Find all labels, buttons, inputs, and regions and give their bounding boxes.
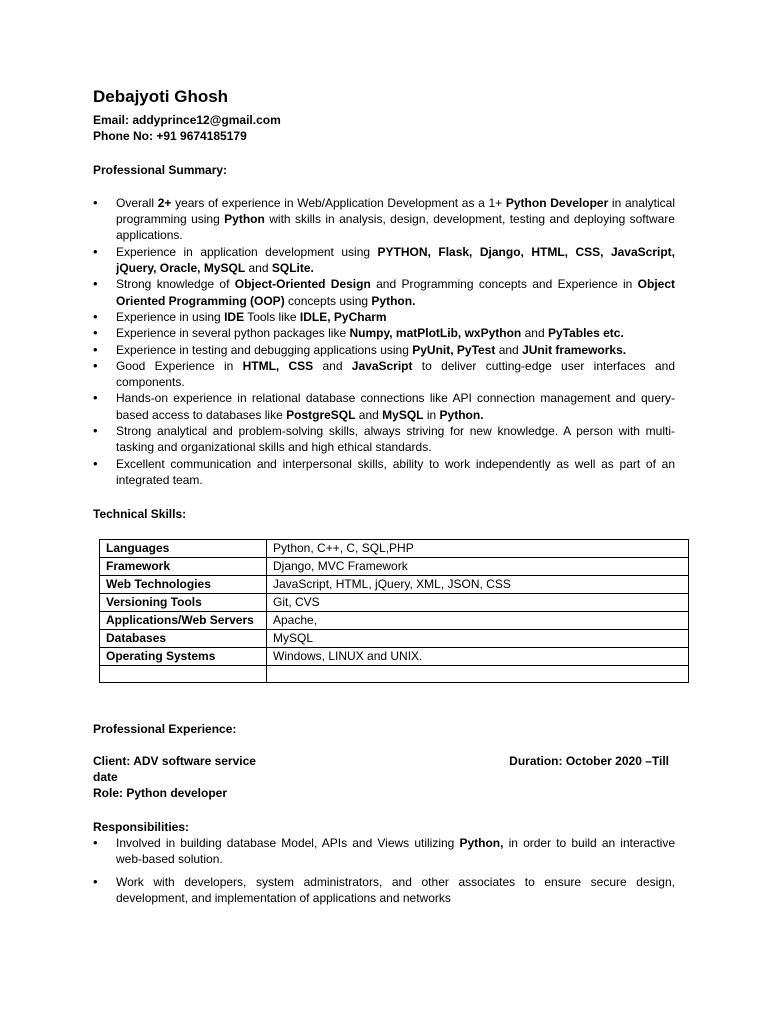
text: Work with developers, system administrators, and other associates to ensure secure design, development, and implementation of applications and networks [116,874,675,905]
text: and Programming concepts and Experience in [370,277,638,292]
responsibilities-list [93,835,675,906]
skill-values: JavaScript, HTML, jQuery, XML, JSON, CSS [267,575,689,593]
text: Experience in application development using [116,244,378,259]
skill-values: Python, C++, C, SQL,PHP [267,539,689,557]
bold-text: Object Oriented Programming (OOP) [116,277,675,308]
skill-values [267,665,689,682]
bold-text: Numpy, matPlotLib, wxPython [349,326,522,341]
summary-list [93,195,675,488]
skills-table [99,539,689,683]
summary-item [93,276,675,309]
skills-table-wrap [93,539,675,704]
skill-category: Web Technologies [100,575,267,593]
bold-text: PYTHON, Flask, Django, HTML, CSS, JavaScript, jQuery, Oracle, MySQL [116,244,675,276]
summary-item [93,358,675,391]
summary-item [93,325,675,341]
text: Experience in several python packages like [116,326,350,341]
text: Hands-on experience in relational database connections like API connection management and query-based access to databases like [116,391,675,422]
duration-continued: date [93,770,118,785]
bold-text: JavaScript [351,358,413,373]
skill-category: Operating Systems [100,647,267,665]
skills-row [100,629,689,647]
email-line: Email: addyprince12@gmail.com [93,113,281,127]
skill-values: Django, MVC Framework [267,557,689,575]
bold-text: Python, [459,836,504,851]
summary-item [93,423,675,456]
text: Overall [116,195,158,210]
bold-text: SQLite. [271,261,314,276]
skills-heading: Technical Skills: [93,507,187,522]
bold-text: JUnit frameworks. [522,342,627,357]
resume-page [93,86,675,906]
skills-row [100,647,689,665]
responsibilities-heading: Responsibilities: [93,819,190,834]
skill-category [100,665,267,682]
bold-text: Python. [371,293,416,308]
text: Involved in building database Model, APIs and Views utilizing [116,836,460,851]
text: in [423,407,440,422]
text: in order to build an interactive web-based solution. [116,836,675,867]
text: and [245,261,272,276]
bold-text: Object-Oriented Design [234,277,371,292]
text: Strong knowledge of [116,277,235,292]
text: Experience in using [116,309,225,324]
text: Strong analytical and problem-solving skills, always striving for new knowledge. A person with multi-tasking and organizational skills and high ethical standards. [116,424,675,455]
text: and [521,326,548,341]
skills-row [100,575,689,593]
phone-line: Phone No: +91 9674185179 [93,129,247,144]
bold-text: MySQL [382,407,424,422]
bold-text: Python [224,212,265,227]
text: Tools like [244,309,300,324]
responsibility-item [93,874,675,907]
text: with skills in analysis, design, development, testing and deploying software applications. [116,212,675,243]
bold-text: PyTables etc. [547,326,624,341]
bold-text: 2+ [157,195,172,210]
duration-line: Duration: October 2020 –Till [509,753,669,768]
skill-values: Git, CVS [267,593,689,611]
skill-values: MySQL [267,629,689,647]
bold-text: PostgreSQL [286,407,356,422]
summary-item [93,195,675,244]
skill-values: Windows, LINUX and UNIX. [267,647,689,665]
text: and [495,342,523,357]
summary-item [93,456,675,489]
summary-item [93,309,675,325]
bold-text: IDLE, PyCharm [299,309,387,324]
skills-row [100,557,689,575]
skill-category: Versioning Tools [100,593,267,611]
client-line: Client: ADV software service [93,753,256,768]
client-row [93,753,675,769]
skill-category: Applications/Web Servers [100,611,267,629]
bold-text: Python Developer [505,195,609,210]
candidate-name: Debajyoti Ghosh [93,87,229,106]
bold-text: HTML, CSS [242,358,314,373]
responsibility-item [93,835,675,868]
bold-text: Python. [439,407,484,422]
text: and [355,407,383,422]
text: Experience in testing and debugging applications using [116,342,413,357]
skills-row [100,593,689,611]
bold-text: PyUnit, PyTest [412,342,496,357]
text: in analytical programming using [116,195,675,227]
skills-row [100,665,689,682]
text: and [313,358,352,373]
skills-row [100,539,689,557]
bold-text: IDE [224,309,245,324]
text: to deliver cutting-edge user interfaces and components. [116,358,675,390]
text: Good Experience in [116,358,243,373]
experience-heading: Professional Experience: [93,721,237,736]
role-line: Role: Python developer [93,786,228,801]
skill-category: Languages [100,539,267,557]
text: years of experience in Web/Application Development as a 1+ [171,195,506,210]
summary-item [93,390,675,423]
skill-category: Databases [100,629,267,647]
summary-item [93,342,675,358]
skill-category: Framework [100,557,267,575]
summary-heading: Professional Summary: [93,162,228,177]
text: Excellent communication and interpersonal skills, ability to work independently as well as part of an integrated team. [116,456,675,487]
skills-row [100,611,689,629]
text: concepts using [284,293,372,308]
skill-values: Apache, [267,611,689,629]
summary-item [93,244,675,277]
